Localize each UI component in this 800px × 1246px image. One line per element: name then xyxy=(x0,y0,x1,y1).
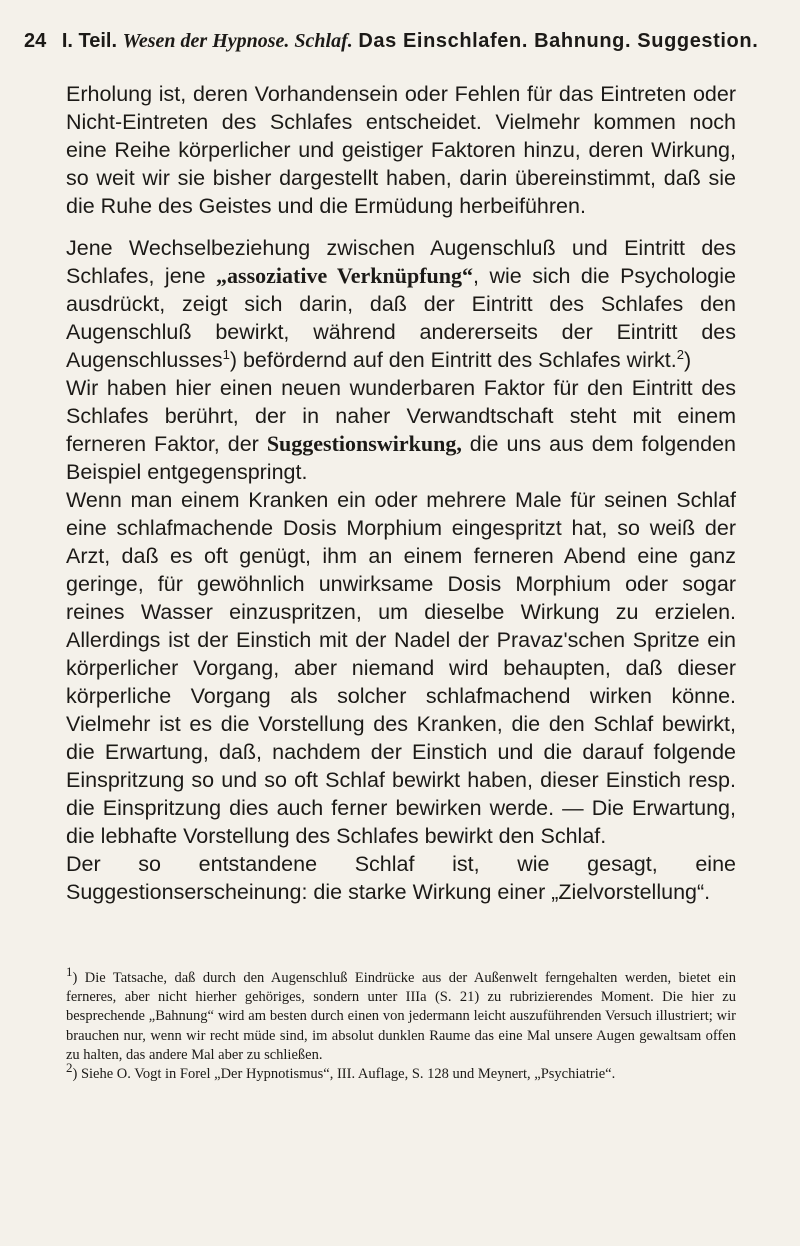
paragraph-2-text-b: , wie sich die Psychologie ausdrückt, zeigt sich darin, daß der Eintritt des Schlafes den Augenschluß bewirkt, während andererseits der Eintritt des Augenschlusses xyxy=(66,264,737,372)
term-suggestionswirkung: Suggestionswirkung, xyxy=(266,431,462,456)
paragraph-5: Der so entstandene Schlaf ist, wie gesagt, eine Suggestionserscheinung: die starke Wirkung einer „Zielvorstellung“. xyxy=(66,852,736,904)
footnote-1-text: ) Die Tatsache, daß durch den Augenschluß Eindrücke aus der Außenwelt ferngehalten werden, bietet ein ferneres, aber nicht hierher gehöriges, sondern unter IIIa (S. 21) zu rubrizierendes Moment. Die hier zu besprechende „Bahnung“ wird am besten durch einen von jedermann leicht auszuführenden Versuch illustriert; wir brauchen nur, wenn wir recht müde sind, im absolut dunklen Raume das eine Mal unsere Augen gewaltsam offen zu halten, das andere Mal aber zu schließen. xyxy=(66,970,736,1063)
footnote-ref-1: 1 xyxy=(222,346,230,362)
footnote-ref-2: 2 xyxy=(676,346,684,362)
paragraph-1: Erholung ist, deren Vorhandensein oder Fehlen für das Eintreten oder Nicht-Eintreten des Schlafes entscheidet. Vielmehr kommen noch eine Reihe körperlicher und geistiger Faktoren hinzu, deren Wirkung, so weit wir sie bisher dargestellt haben, darin übereinstimmt, daß sie die Ruhe des Geistes und die Ermüdung herbeiführen. xyxy=(66,82,736,218)
paragraph-3-text-a: Wir haben hier einen neuen wunderbaren Faktor für den Eintritt des Schlafes berührt, der in naher Verwandtschaft steht mit einem ferneren Faktor, der xyxy=(66,376,736,456)
footnote-2-mark: 2 xyxy=(66,1060,73,1076)
paragraph-2-text-a: Jene Wechselbeziehung zwischen Augenschluß und Eintritt des Schlafes, jene xyxy=(66,236,736,288)
paragraph-3 xyxy=(66,374,736,486)
header-topics: Das Einschlafen. Bahnung. Suggestion. xyxy=(358,30,759,52)
paragraph-2-text-c: ) befördernd auf den Eintritt des Schlafes wirkt. xyxy=(229,348,677,372)
footnote-2 xyxy=(66,1060,736,1084)
paragraph-2 xyxy=(66,234,736,374)
footnote-2-text: ) Siehe O. Vogt in Forel „Der Hypnotismus“, III. Auflage, S. 128 und Meynert, „Psychiatrie“. xyxy=(72,1066,616,1083)
footnote-1-mark: 1 xyxy=(66,964,73,980)
paragraph-2-text-d: ) xyxy=(684,348,692,372)
header-part: I. Teil. xyxy=(61,30,118,52)
main-text xyxy=(66,80,736,906)
paragraph-3-text-b: die uns aus dem folgenden Beispiel entgegenspringt. xyxy=(66,432,737,484)
footnote-1 xyxy=(66,964,736,1065)
paragraph-4: Wenn man einem Kranken ein oder mehrere Male für seinen Schlaf eine schlafmachende Dosis Morphium eingespritzt hat, so weiß der Arzt, daß es oft genügt, ihm an einem ferneren Abend eine ganz geringe, für gewöhnlich unwirksame Dosis Morphium oder sogar reines Wasser einzuspritzen, um dieselbe Wirkung zu erzielen. Allerdings ist der Einstich mit der Nadel der Pravaz'schen Spritze ein körperlicher Vorgang, aber niemand wird behaupten, daß dieser körperliche Vorgang als solcher schlafmachend wirken könne. Vielmehr ist es die Vorstellung des Kranken, die den Schlaf bewirkt, die Erwartung, daß, nachdem der Einstich und die darauf folgende Einspritzung so und so oft Schlaf bewirkt haben, dieser Einstich resp. die Einspritzung dies auch ferner bewirken werde. — Die Erwartung, die lebhafte Vorstellung des Schlafes bewirkt den Schlaf. xyxy=(66,488,736,848)
term-assoziative-verknuepfung: „assoziative Verknüpfung“ xyxy=(216,263,473,288)
footnotes xyxy=(66,964,736,1084)
header-italic-title: Wesen der Hypnose. Schlaf. xyxy=(122,30,353,52)
page-number: 24 xyxy=(24,30,47,52)
running-header xyxy=(24,28,760,54)
